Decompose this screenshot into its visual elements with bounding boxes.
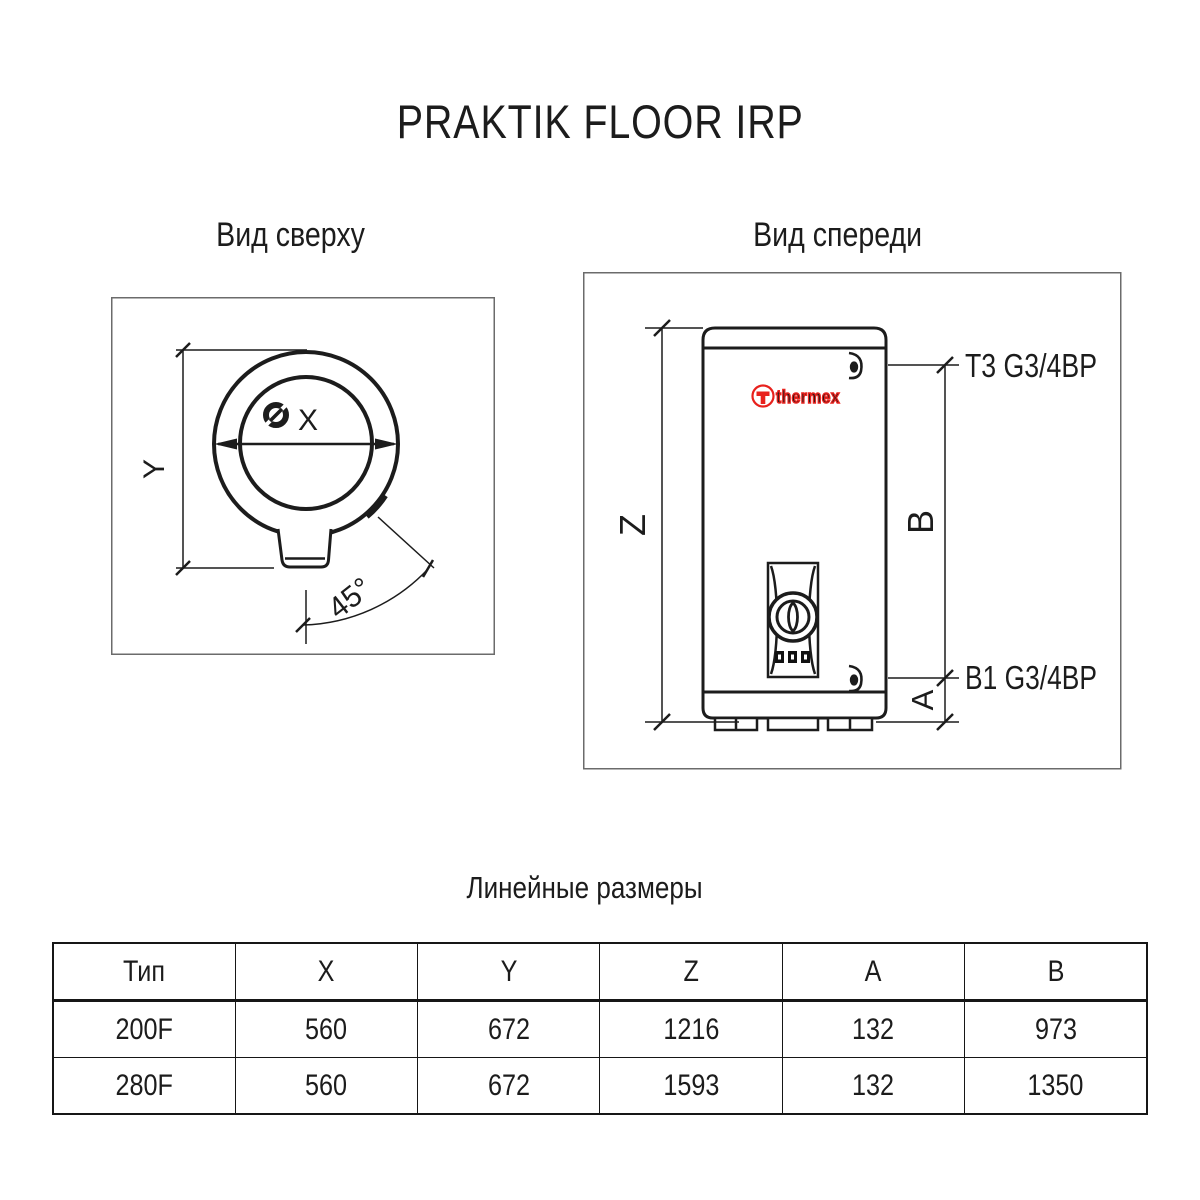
cell-z: 1593 [600, 1058, 782, 1115]
y-dimension-label: Y [138, 458, 171, 480]
col-header-a: A [782, 943, 964, 1001]
z-dimension-label: Z [612, 514, 653, 536]
cell-a: 132 [782, 1058, 964, 1115]
cold-pipe-label: В1 G3/4ВР [965, 659, 1097, 696]
cell-z: 1216 [600, 1001, 782, 1058]
table-row [53, 1058, 1147, 1115]
front-view-heading: Вид спереди [753, 216, 923, 254]
hot-pipe-label: Т3 G3/4ВР [965, 347, 1097, 384]
base-plate [703, 692, 886, 718]
feet [715, 718, 872, 730]
cell-b: 973 [965, 1001, 1147, 1058]
col-header-y: Y [418, 943, 600, 1001]
col-header-b: B [965, 943, 1147, 1001]
b-dimension [888, 357, 959, 686]
cell-b: 1350 [965, 1058, 1147, 1115]
a-dimension-label: A [905, 689, 940, 711]
angle-label: 45° [322, 571, 379, 626]
b-dimension-label: B [900, 509, 941, 535]
x-dimension-label: X [297, 404, 319, 437]
table-header-row [53, 943, 1147, 1001]
a-dimension [876, 678, 959, 730]
indicator-lights [775, 651, 810, 663]
page-title-text: PRAKTIK FLOOR IRP [396, 95, 804, 148]
cell-y: 672 [418, 1001, 600, 1058]
cell-x: 560 [235, 1058, 417, 1115]
col-header-x: X [235, 943, 417, 1001]
col-header-type: Тип [53, 943, 235, 1001]
top-view-heading: Вид сверху [216, 216, 366, 254]
col-header-z: Z [600, 943, 782, 1001]
screw-icon [263, 402, 289, 428]
table-row [53, 1001, 1147, 1058]
front-view-drawing [583, 272, 1122, 770]
control-panel [768, 563, 818, 677]
thermex-wordmark: thermex [776, 387, 840, 407]
table-title: Линейные размеры [466, 870, 704, 905]
mounting-bracket [278, 529, 331, 567]
cell-a: 132 [782, 1001, 964, 1058]
cell-x: 560 [235, 1001, 417, 1058]
top-view-drawing [111, 297, 495, 655]
cell-y: 672 [418, 1058, 600, 1115]
cell-model: 200F [53, 1001, 235, 1058]
dimensions-table [52, 942, 1148, 1115]
page-title [0, 94, 1200, 149]
cell-model: 280F [53, 1058, 235, 1115]
